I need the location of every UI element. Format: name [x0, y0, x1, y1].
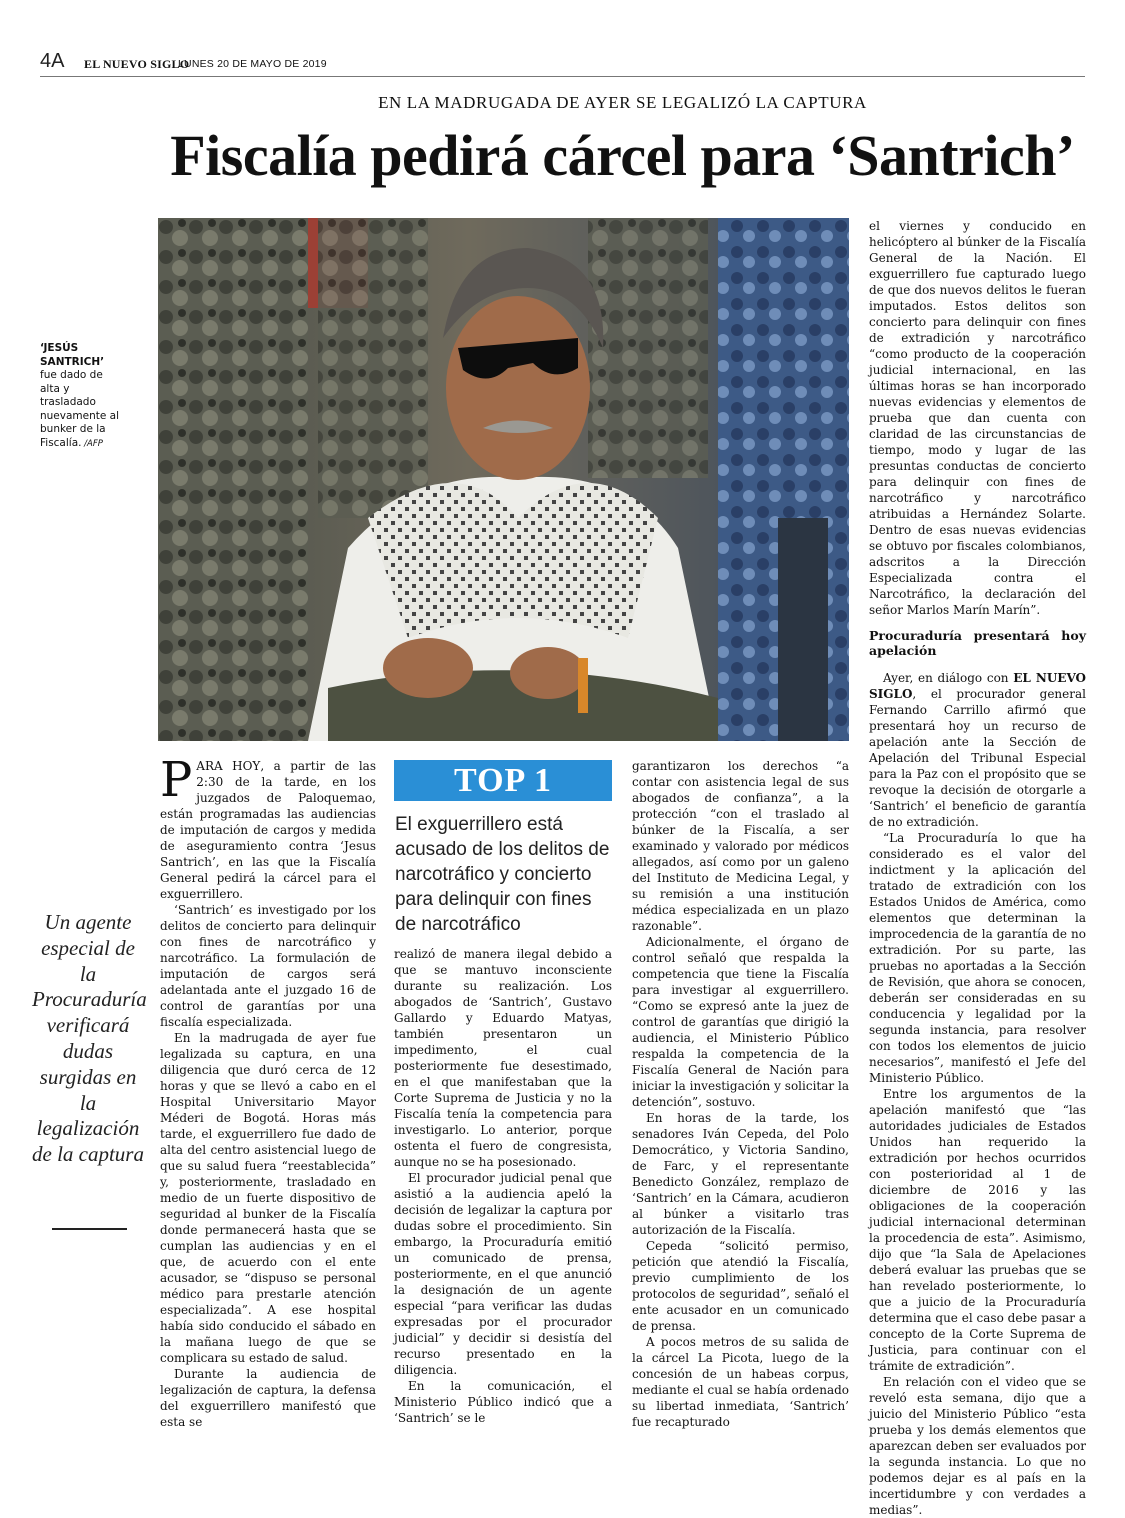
- paragraph: Cepeda “solicitó permiso, petición que atendió la Fiscalía, previo cumplimiento de los protocolos de seguridad”, señaló el ente acusador en un comunicado de prensa.: [632, 1239, 849, 1333]
- paragraph: Adicionalmente, el órgano de control señaló que respalda la competencia que tiene la Fiscalía para investigar al exguerrillero. “Como se expresó ante la juez de control de garantías que dirigió la audiencia, el Ministerio Público respalda la competencia de la Fiscalía General de Nación para iniciar la investigación y solicitar la detención”, sostuvo.: [632, 935, 849, 1109]
- caption-name: ‘JESÚS SANTRICH’: [40, 342, 105, 368]
- subhead: Procuraduría presentará hoy apelación: [869, 628, 1086, 658]
- paragraph: A pocos metros de su salida de la cárcel La Picota, luego de la concesión de un habeas corpus, mediante el cual se había ordenado su libertad inmediata, ‘Santrich’ fue recapturado: [632, 1335, 849, 1429]
- paragraph: garantizaron los derechos “a contar con asistencia legal de sus abogados de confianza”, a la protección “con el traslado al búnker de la Fiscalía, a ser examinado y valorado por médicos allegados, así como por un galeno del Instituto de Medicina Legal, y su remisión a una institución médica especializada en un plazo razonable”.: [632, 759, 849, 933]
- article-column-4: [869, 218, 1086, 1517]
- article-column-3: [632, 758, 849, 1429]
- top-box-label: TOP 1: [394, 760, 612, 801]
- paragraph-text: , el procurador general Fernando Carrillo afirmó que presentará hoy un recurso de apelación ante la Sección de Apelación del Tribunal Especial para la Paz con el propósito que se revoque la decisión de otorgarle a ‘Santrich’ el beneficio de garantía de no extradición.: [869, 687, 1086, 829]
- paper-name-inline: EL NUEVO SIGLO: [869, 671, 1086, 701]
- drop-cap: P: [160, 752, 193, 808]
- paragraph: En horas de la tarde, los senadores Iván Cepeda, del Polo Democrático, y Victoria Sandino, de Farc, y el representante Benedicto González, remplazo de ‘Santrich’ en la Cámara, acudieron al búnker a visitarlo tras autorización de la Fiscalía.: [632, 1111, 849, 1237]
- paragraph: realizó de manera ilegal debido a que se mantuvo inconsciente durante su realización. Los abogados de ‘Santrich’, Gustavo Gallardo y Eduardo Matyas, también presentaron un impedimento, el cual posteriormente fue desestimado, en el que manifestaban que la Corte Suprema de Justicia y no la Fiscalía tenía la competencia para investigarlo. Lo anterior, porque ostenta el fuero de congresista, aunque no se ha posesionado.: [394, 947, 612, 1169]
- paragraph: ‘Santrich’ es investigado por los delitos de concierto para delinquir con fines de narcotráfico y narcotráfico. La formulación de imputación de cargos será adelantada ante el juzgado 16 de control de garantías por una fiscalía especializada.: [160, 903, 376, 1029]
- kicker: EN LA MADRUGADA DE AYER SE LEGALIZÓ LA CAPTURA: [378, 93, 867, 112]
- paragraph: el viernes y conducido en helicóptero al búnker de la Fiscalía General de la Nación. El exguerrillero fue capturado luego de que dos nuevos delitos le fueran imputados. Estos delitos son concierto para delinquir con fines de extradición y narcotráfico “como producto de la cooperación judicial internacional, en las últimas horas se han incorporado nuevas evidencias y elementos de prueba que dan cuenta con claridad de las circunstancias de tiempo, modo y lugar de las presuntas conductas de concierto para delinquir con fines de narcotráfico y narcotráfico atribuidas a Hernández Solarte. Dentro de esas nuevas evidencias se obtuvo por fiscales colombianos, adscritos a la Dirección Especializada contra el Narcotráfico, la declaración del señor Marlos Marín Marín”.: [869, 219, 1086, 617]
- header-rule: [40, 76, 1085, 77]
- caption-credit: /AFP: [81, 438, 103, 449]
- pull-quote: Un agente especial de la Procuraduría verificará dudas surgidas en la legalización de la captura: [32, 910, 147, 1167]
- page-number: 4A: [40, 50, 65, 72]
- paragraph-text: Ayer, en diálogo con: [883, 671, 1014, 685]
- headline: Fiscalía pedirá cárcel para ‘Santrich’: [170, 123, 1075, 188]
- issue-date: LUNES 20 DE MAYO DE 2019: [178, 58, 327, 70]
- pull-quote-rule: [52, 1228, 127, 1230]
- article-column-1: [160, 752, 376, 1429]
- photo-caption: [40, 342, 122, 451]
- paragraph: En la comunicación, el Ministerio Público indicó que a ‘Santrich’ se le: [394, 1379, 612, 1425]
- news-photo: [158, 218, 849, 741]
- paper-name: EL NUEVO SIGLO: [84, 57, 190, 71]
- lead-in: ARA HOY: [196, 759, 261, 773]
- paragraph: [869, 670, 1086, 830]
- article-column-2: [394, 946, 612, 1425]
- paragraph: En relación con el video que se reveló esta semana, dijo que a juicio del Ministerio Público “esta prueba y los demás elementos que aparezcan deben ser evaluados por la segunda instancia. Lo que no podemos dejar es al país en la incertidumbre y con verdades a medias”.: [869, 1375, 1086, 1517]
- paragraph: Entre los argumentos de la apelación manifestó que “las autoridades judiciales de Estados Unidos han requerido la extradición por hechos ocurridos con posterioridad al 1 de diciembre de 2016 y las obligaciones de la cooperación judicial internacional determinan la procedencia de esta”. Asimismo, dijo que “la Sala de Apelaciones deberá evaluar las pruebas que se han revelado posteriormente, lo que a juicio de la Procuraduría determina que el caso debe pasar a concepto de la Corte Suprema de Justicia, para continuar con el trámite de extradición”.: [869, 1087, 1086, 1373]
- top-box-text: El exguerrillero está acusado de los delitos de narcotráfico y concierto para delinquir con fines de narcotráfico: [395, 814, 610, 935]
- paragraph: “La Procuraduría lo que ha considerado es el valor del indictment y la aplicación del tratado de extradición con los Estados Unidos de América, como elementos que determinan la improcedencia de la garantía de no extradición. Por su parte, las pruebas no aportadas a la Sección de Revisión, que ahora se conocen, deberán ser consideradas en su conducencia y legalidad por la segunda instancia, para resolver con todos los elementos de juicio necesarios”, manifestó el Jefe del Ministerio Público.: [869, 831, 1086, 1085]
- photo-illustration: [158, 218, 849, 741]
- paragraph: El procurador judicial penal que asistió a la audiencia apeló la decisión de legalizar la captura por dudas sobre el procedimiento. Sin embargo, la Procuraduría emitió un comunicado de prensa, posteriormente, en el que anunció la designación de un agente especial “para verificar las dudas expresadas por el procurador judicial” y decidir si desistía del recurso presentado en la diligencia.: [394, 1171, 612, 1377]
- paragraph: En la madrugada de ayer fue legalizada su captura, en una diligencia que duró cerca de 12 horas y que se llevó a cabo en el Hospital Universitario Mayor Méderi de Bogotá. Horas más tarde, el exguerrillero fue dado de alta del centro asistencial luego de que su salud fuera “reestablecida” y, posteriormente, trasladado en medio de un fuerte dispositivo de seguridad al bunker de la Fiscalía donde permanecerá hasta que se cumplan las audiencias y en el que, de acuerdo con el ente acusador, se “dispuso se personal médico para prestarle atención especializada”. A ese hospital había sido conducido el sábado en la mañana luego de que se complicara su estado de salud.: [160, 1031, 376, 1365]
- paragraph: Durante la audiencia de legalización de captura, la defensa del exguerrillero manifestó que esta se: [160, 1367, 376, 1429]
- caption-text: fue dado de alta y trasladado nuevamente al bunker de la Fiscalía.: [40, 369, 120, 449]
- paragraph: [160, 752, 376, 902]
- paragraph-text: , a partir de las 2:30 de la tarde, en los juzgados de Paloquemao, están programadas las audiencias de imputación de cargos y medida de aseguramiento contra ‘Jesus Santrich’, en las que la Fiscalía General pedirá la cárcel para el exguerrillero.: [160, 759, 376, 901]
